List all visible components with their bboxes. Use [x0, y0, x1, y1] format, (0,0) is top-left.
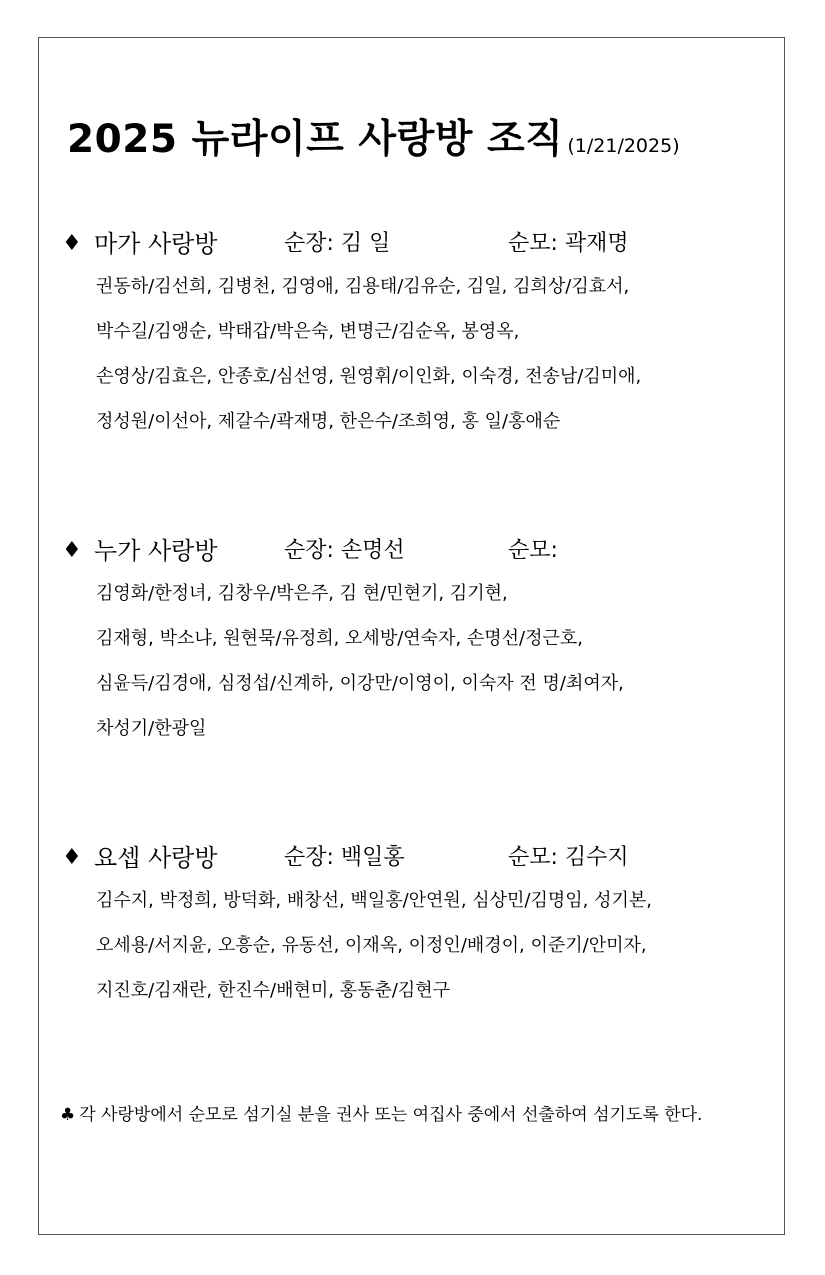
member-line: 김영화/한정녀, 김창우/박은주, 김 현/민현기, 김기현,: [96, 583, 508, 604]
group-name: 마가 사랑방: [94, 230, 218, 258]
group-leader: 순장: 백일홍: [284, 845, 405, 870]
member-list: [96, 571, 762, 751]
member-line: 심윤득/김경애, 심정섭/신계하, 이강만/이영이, 이숙자 전 명/최여자,: [96, 673, 624, 694]
diamond-icon: ♦: [62, 845, 82, 870]
section-header: [62, 224, 762, 264]
section-nuga: [62, 531, 762, 751]
member-list: [96, 878, 762, 1013]
member-line: 권동하/김선희, 김병천, 김영애, 김용태/김유순, 김일, 김희상/김효서,: [96, 276, 630, 297]
member-line: 정성원/이선아, 제갈수/곽재명, 한은수/조희영, 홍 일/홍애순: [96, 411, 561, 432]
section-header: [62, 838, 762, 878]
group-mother: 순모: 곽재명: [508, 231, 629, 256]
group-leader: 순장: 손명선: [284, 538, 405, 563]
diamond-icon: ♦: [62, 538, 82, 563]
diamond-icon: ♦: [62, 231, 82, 256]
title-date: (1/21/2025): [567, 135, 680, 157]
group-leader: 순장: 김 일: [284, 231, 391, 256]
member-line: 오세용/서지윤, 오흥순, 유동선, 이재옥, 이정인/배경이, 이준기/안미자,: [96, 935, 647, 956]
member-line: 박수길/김앵순, 박태갑/박은숙, 변명근/김순옥, 봉영옥,: [96, 321, 520, 342]
member-line: 김수지, 박정희, 방덕화, 배창선, 백일홍/안연원, 심상민/김명임, 성기본,: [96, 890, 652, 911]
member-line: 지진호/김재란, 한진수/배현미, 홍동춘/김현구: [96, 980, 451, 1001]
title-row: [67, 108, 680, 164]
member-list: [96, 264, 762, 444]
member-line: 차성기/한광일: [96, 718, 207, 739]
section-maga: [62, 224, 762, 444]
club-icon: ♣: [60, 1105, 76, 1125]
group-name: 요셉 사랑방: [94, 844, 218, 872]
group-mother: 순모: 김수지: [508, 845, 629, 870]
group-mother: 순모:: [508, 538, 558, 563]
group-name: 누가 사랑방: [94, 537, 218, 565]
section-joseph: [62, 838, 762, 1013]
member-line: 손영상/김효은, 안종호/심선영, 원영휘/이인화, 이숙경, 전송남/김미애,: [96, 366, 642, 387]
footnote-text: 각 사랑방에서 순모로 섬기실 분을 권사 또는 여집사 중에서 선출하여 섬기도록 한다.: [79, 1105, 703, 1125]
section-header: [62, 531, 762, 571]
footnote: [60, 1100, 702, 1125]
page-title: 2025 뉴라이프 사랑방 조직: [67, 117, 564, 162]
member-line: 김재형, 박소냐, 원현묵/유정희, 오세방/연숙자, 손명선/정근호,: [96, 628, 583, 649]
